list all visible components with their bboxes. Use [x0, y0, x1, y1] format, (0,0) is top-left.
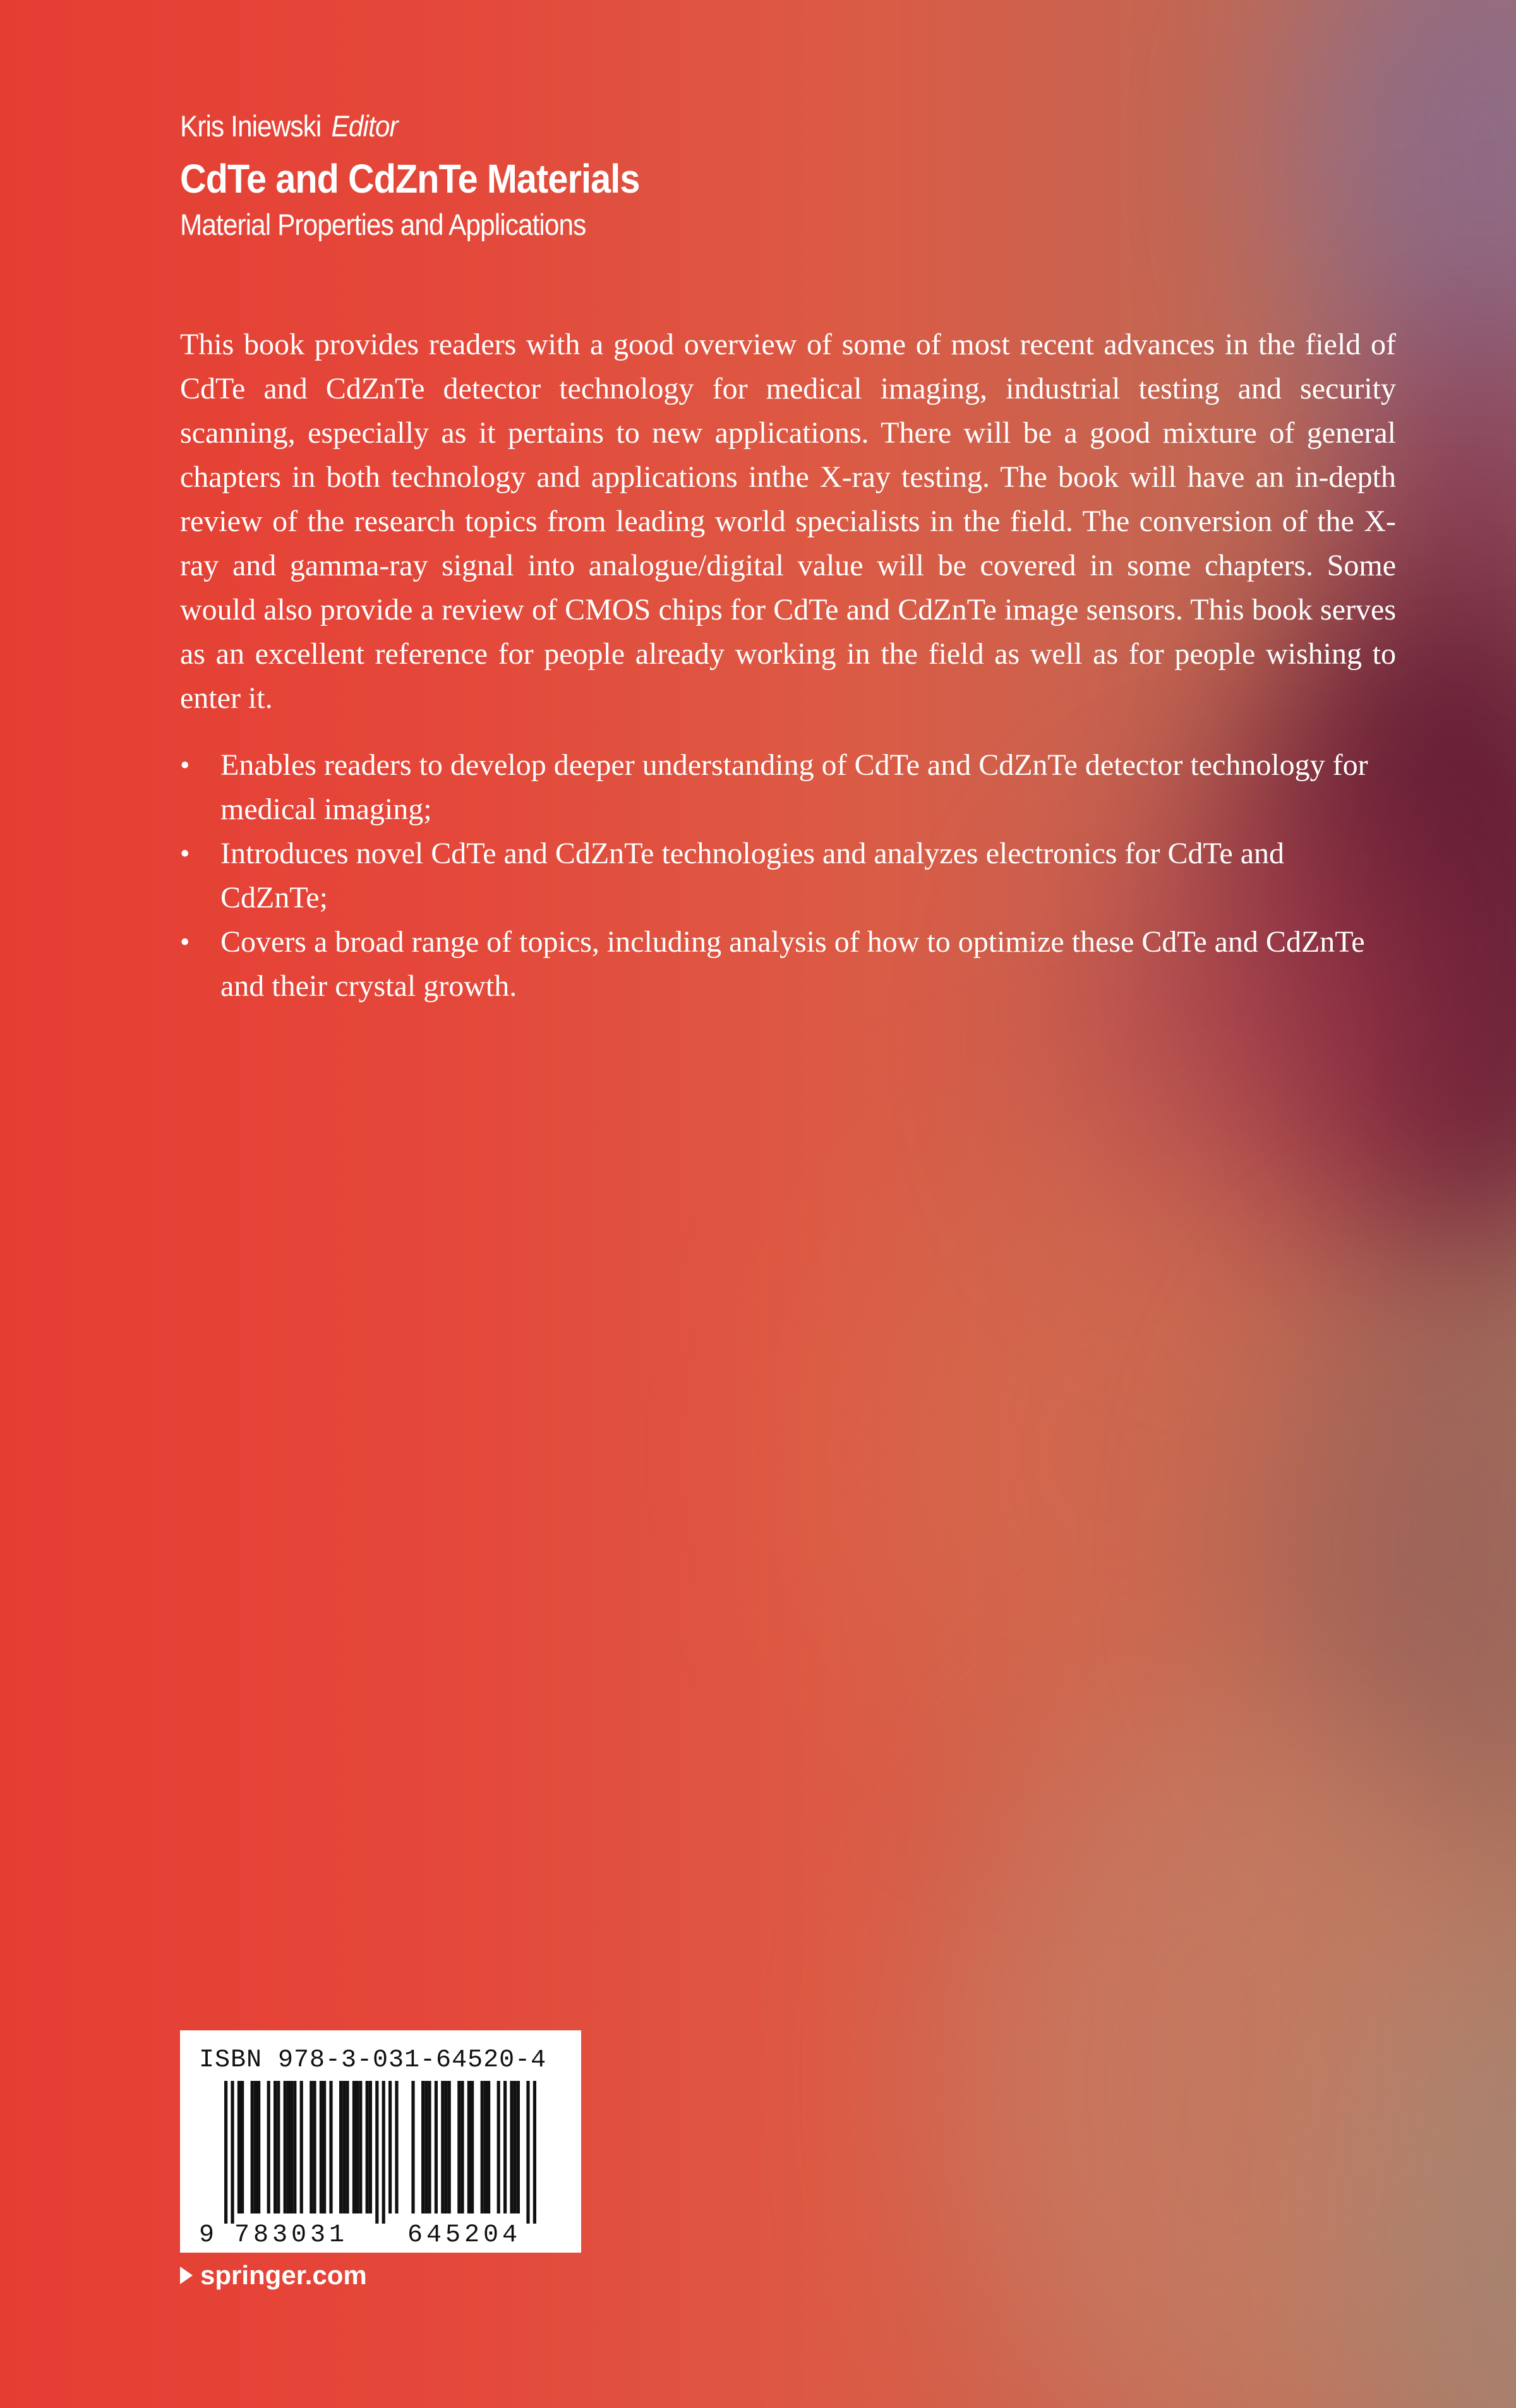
- barcode-digits-left: 783031: [234, 2221, 349, 2246]
- barcode-bar: [313, 2081, 316, 2213]
- barcode-bars: [224, 2081, 536, 2224]
- barcode-bar: [293, 2081, 296, 2213]
- barcode-bar: [460, 2081, 464, 2213]
- feature-item: • Introduces novel CdTe and CdZnTe technologies and analyzes electronics for CdTe and CdZnTe;: [180, 832, 1380, 920]
- barcode-bar: [421, 2081, 424, 2213]
- barcode-bar: [424, 2081, 428, 2213]
- barcode-bar: [369, 2081, 372, 2213]
- barcode-bar: [359, 2081, 362, 2213]
- feature-item: • Covers a broad range of topics, including analysis of how to optimize these CdTe and CdZnTe and their crystal growth.: [180, 920, 1380, 1009]
- editor-line: [180, 107, 1275, 145]
- barcode-bar: [284, 2081, 287, 2213]
- barcode-bar: [484, 2081, 487, 2213]
- barcode-bar: [503, 2081, 507, 2213]
- barcode-bar: [241, 2081, 244, 2213]
- editor-name: Kris Iniewski: [180, 109, 322, 143]
- barcode-bar: [471, 2081, 474, 2213]
- cover-content: [180, 107, 1396, 1009]
- barcode-bar: [382, 2081, 385, 2224]
- feature-item: • Enables readers to develop deeper understanding of CdTe and CdZnTe detector technology for medical imaging;: [180, 743, 1380, 832]
- book-description: This book provides readers with a good overview of some of most recent advances in the field of CdTe and CdZnTe detector technology for medical imaging, industrial testing and security scanning, especially as it pertains to new applications. There will be a good mixture of general chapters in both technology and applications inthe X-ray testing. The book will have an in-depth review of the research topics from leading world specialists in the field. The conversion of the X-ray and gamma-ray signal into analogue/digital value will be covered in some chapters. Some would also provide a review of CMOS chips for CdTe and CdZnTe image sensors. This book serves as an excellent reference for people already working in the field as well as for people wishing to enter it.: [180, 328, 1396, 715]
- barcode-bar: [448, 2081, 451, 2213]
- barcode-bar: [435, 2081, 438, 2213]
- barcode-image: [191, 2081, 570, 2246]
- barcode-bar: [395, 2081, 398, 2213]
- barcode-bar: [352, 2081, 356, 2213]
- barcode-bar: [467, 2081, 471, 2213]
- book-title: CdTe and CdZnTe Materials: [180, 156, 640, 201]
- barcode-bar: [251, 2081, 254, 2213]
- publisher-url: springer.com: [200, 2260, 367, 2290]
- barcode-bar: [366, 2081, 369, 2213]
- barcode-bar: [481, 2081, 484, 2213]
- barcode-bar: [356, 2081, 359, 2213]
- barcode-bar: [300, 2081, 303, 2213]
- barcode-bar: [497, 2081, 500, 2213]
- barcode-bar: [487, 2081, 490, 2213]
- barcode-bar: [526, 2081, 529, 2224]
- barcode-bar: [274, 2081, 277, 2213]
- barcode-bar: [323, 2081, 326, 2213]
- barcode-bar: [224, 2081, 227, 2224]
- feature-list: [180, 743, 1380, 1009]
- barcode-bar: [290, 2081, 293, 2213]
- publisher-link[interactable]: [180, 2253, 367, 2297]
- barcode-bar: [277, 2081, 280, 2213]
- book-subtitle: Material Properties and Applications: [180, 208, 586, 241]
- barcode-bar: [310, 2081, 313, 2213]
- barcode-bar: [238, 2081, 241, 2213]
- barcode-bar: [339, 2081, 342, 2213]
- barcode-bar: [533, 2081, 536, 2224]
- isbn-barcode: [180, 2030, 581, 2253]
- barcode-bar: [510, 2081, 513, 2213]
- barcode-bar: [411, 2081, 414, 2213]
- barcode-bar: [514, 2081, 517, 2213]
- barcode-bar: [231, 2081, 234, 2224]
- editor-role: Editor: [331, 109, 398, 143]
- barcode-bar: [267, 2081, 270, 2213]
- barcode-bar: [375, 2081, 378, 2224]
- barcode-digit-lead: 9: [199, 2221, 215, 2246]
- barcode-bar: [457, 2081, 460, 2213]
- barcode-bar: [320, 2081, 323, 2213]
- barcode-bar: [444, 2081, 447, 2213]
- barcode-digits-right: 645204: [407, 2221, 522, 2246]
- barcode-bar: [287, 2081, 290, 2213]
- barcode-bar: [428, 2081, 431, 2213]
- barcode-bar: [254, 2081, 257, 2213]
- barcode-bar: [329, 2081, 332, 2213]
- barcode-bar: [441, 2081, 444, 2213]
- isbn-label: ISBN 978-3-031-64520-4: [199, 2046, 547, 2075]
- barcode-bar: [342, 2081, 346, 2213]
- triangle-arrow-icon: [180, 2267, 193, 2284]
- barcode-bar: [388, 2081, 392, 2213]
- barcode-bar: [517, 2081, 520, 2213]
- barcode-bar: [346, 2081, 349, 2213]
- barcode-bar: [257, 2081, 260, 2213]
